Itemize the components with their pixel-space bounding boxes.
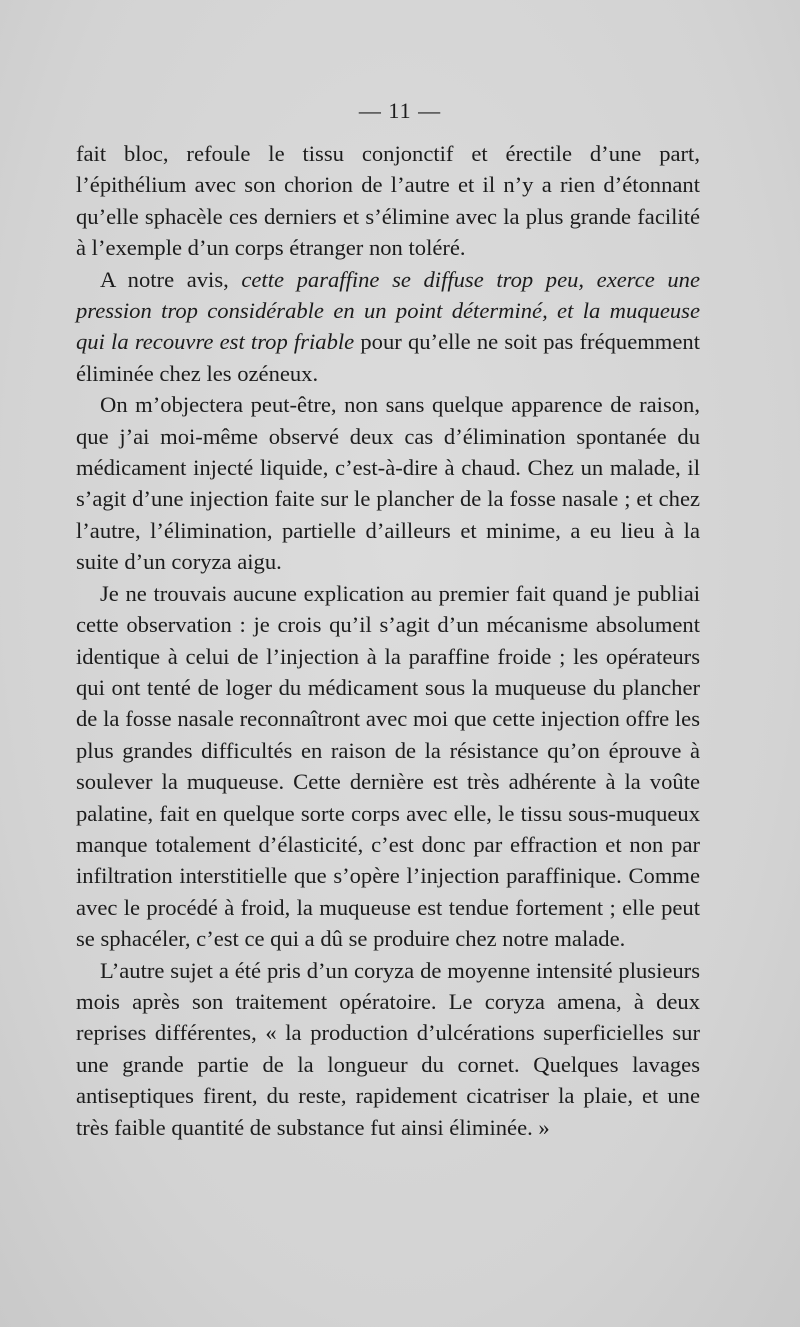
paragraph-5: L’autre sujet a été pris d’un coryza de moyenne intensité plusieurs mois après son traitement opératoire. Le coryza amena, à deux reprises différentes, « la production d’ulcérations superficielles sur une grande partie de la longueur du cornet. Quelques lavages antiseptiques firent, du reste, rapidement cicatriser la plaie, et une très faible quantité de substance fut ainsi éliminée. »	[76, 957, 700, 1140]
paragraph-4: Je ne trouvais aucune explication au premier fait quand je publiai cette observation : je crois qu’il s’agit d’un mécanisme absolument identique à celui de l’injection à la paraffine froide ; les opérateurs qui ont tenté de loger du médicament sous la muqueuse du plancher de la fosse nasale reconnaîtront avec moi que cette injection offre les plus grandes difficultés en raison de la résistance qu’on éprouve à soulever la muqueuse. Cette dernière est très adhérente à la voûte palatine, fait en quelque sorte corps avec elle, le tissu sous-muqueux manque totalement d’élasticité, c’est donc par effraction et non par infiltration interstitielle que s’opère l’injection paraffinique. Comme avec le procédé à froid, la muqueuse est tendue fortement ; elle peut se sphacéler, c’est ce qui a dû se produire chez notre malade.	[76, 580, 700, 952]
paragraph-2	[76, 264, 700, 390]
paragraph-3: On m’objectera peut-être, non sans quelque apparence de raison, que j’ai moi-même observé deux cas d’élimination spontanée du médicament injecté liquide, c’est-à-dire à chaud. Chez un malade, il s’agit d’une injection faite sur le plancher de la fosse nasale ; et chez l’autre, l’élimination, partielle d’ailleurs et minime, a eu lieu à la suite d’un coryza aigu.	[76, 392, 700, 575]
paragraph-2-tail: pour qu’elle ne soit pas fréquemment éliminée chez les ozéneux.	[76, 329, 700, 386]
page-number: — 11 —	[358, 98, 442, 123]
paragraph-2-italic: cette paraffine se diffuse trop peu, exerce une pression trop considérable en un point déterminé, et la muqueuse qui la recouvre est trop friable	[76, 266, 700, 355]
paragraph-2-lead: A notre avis,	[100, 266, 242, 292]
paragraph-1: fait bloc, refoule le tissu conjonctif et érectile d’une part, l’épithélium avec son chorion de l’autre et il n’y a rien d’étonnant qu’elle sphacèle ces derniers et s’élimine avec la plus grande facilité à l’exemple d’un corps étranger non toléré.	[76, 141, 700, 261]
body-text	[76, 138, 700, 1143]
